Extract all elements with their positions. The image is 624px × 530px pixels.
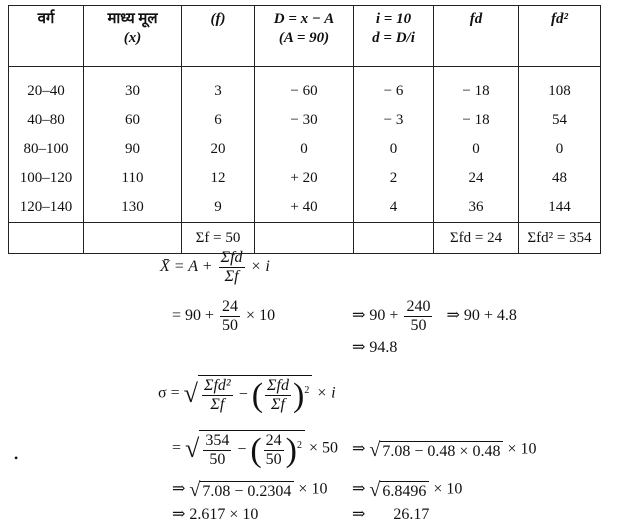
cell-fd2: 144 xyxy=(519,193,601,223)
sd-substitution: = √ $\frac{354}{50}$ − ( $\frac{24}{50}$ )$^2$ × 50 xyxy=(172,431,339,469)
cell-fd2: 54 xyxy=(519,106,601,135)
cell-class: 20–40 xyxy=(9,67,84,107)
total-f: Σf = 50 xyxy=(182,223,255,254)
table-row xyxy=(9,106,601,135)
sd-simplification-2: ⇒ √ 7.08 − 0.2304 × 10 xyxy=(172,479,328,501)
mean-formula: X̄ = A + $\frac{\text{Σfd}}{\Sigma f}$ × i xyxy=(160,249,270,285)
table-row xyxy=(9,67,601,107)
cell-f: 12 xyxy=(182,164,255,193)
totals-row xyxy=(9,223,601,254)
table-row xyxy=(9,164,601,193)
mean-result: ⇒ 94.8 xyxy=(352,339,398,356)
cell-D: 0 xyxy=(255,135,354,164)
total-fd2: Σfd² = 354 xyxy=(519,223,601,254)
cell-fd: 36 xyxy=(434,193,519,223)
fraction: $\frac{\text{Σfd}}{\Sigma f}$ xyxy=(220,249,243,285)
cell-f: 6 xyxy=(182,106,255,135)
cell-D: + 20 xyxy=(255,164,354,193)
cell-class: 80–100 xyxy=(9,135,84,164)
cell-fd: − 18 xyxy=(434,67,519,107)
cell-f: 3 xyxy=(182,67,255,107)
table-row xyxy=(9,135,601,164)
header-fd: fd xyxy=(434,6,519,67)
cell-d: 4 xyxy=(354,193,434,223)
cell-x: 60 xyxy=(84,106,182,135)
cell-fd: − 18 xyxy=(434,106,519,135)
table-row xyxy=(9,193,601,223)
sd-simplification-1: ⇒ √ 7.08 − 0.48 × 0.48 × 10 xyxy=(352,439,537,461)
header-class: वर्ग xyxy=(9,6,84,67)
cell-class: 100–120 xyxy=(9,164,84,193)
cell-x: 110 xyxy=(84,164,182,193)
cell-class: 40–80 xyxy=(9,106,84,135)
cell-f: 20 xyxy=(182,135,255,164)
cell-x: 130 xyxy=(84,193,182,223)
cell-d: 0 xyxy=(354,135,434,164)
cell-class: 120–140 xyxy=(9,193,84,223)
cell-x: 90 xyxy=(84,135,182,164)
cell-f: 9 xyxy=(182,193,255,223)
cell-fd: 24 xyxy=(434,164,519,193)
cell-d: − 6 xyxy=(354,67,434,107)
table-header-row xyxy=(9,6,601,67)
cell-d: − 3 xyxy=(354,106,434,135)
cell-fd2: 108 xyxy=(519,67,601,107)
header-deviation: D = x − A (A = 90) xyxy=(255,6,354,67)
cell-fd2: 0 xyxy=(519,135,601,164)
cell-D: + 40 xyxy=(255,193,354,223)
total-fd: Σfd = 24 xyxy=(434,223,519,254)
cell-D: − 30 xyxy=(255,106,354,135)
header-frequency: (f) xyxy=(182,6,255,67)
sd-step-4: ⇒ 2.617 × 10 xyxy=(172,506,259,523)
mean-simplification: ⇒ 90 + $\frac{240}{50}$ ⇒ 90 + 4.8 xyxy=(352,298,517,334)
mean-substitution: = 90 + $\frac{24}{50}$ × 10 xyxy=(172,298,276,334)
sd-simplification-3: ⇒ √ 6.8496 × 10 xyxy=(352,479,463,501)
bullet-mark: • xyxy=(14,451,19,465)
sd-formula: σ = √ $\frac{\text{Σfd²}}{\Sigma f}$ − ( $\frac{\text{Σfd}}{\Sigma f}$ )$^2$ × i xyxy=(158,376,336,414)
cell-fd2: 48 xyxy=(519,164,601,193)
sd-result: ⇒ 26.17 xyxy=(352,506,430,523)
cell-fd: 0 xyxy=(434,135,519,164)
cell-d: 2 xyxy=(354,164,434,193)
frequency-table xyxy=(8,5,601,254)
header-mid-value: माध्य मूल (x) xyxy=(84,6,182,67)
header-fd2: fd² xyxy=(519,6,601,67)
cell-D: − 60 xyxy=(255,67,354,107)
header-step: i = 10 d = D/i xyxy=(354,6,434,67)
cell-x: 30 xyxy=(84,67,182,107)
